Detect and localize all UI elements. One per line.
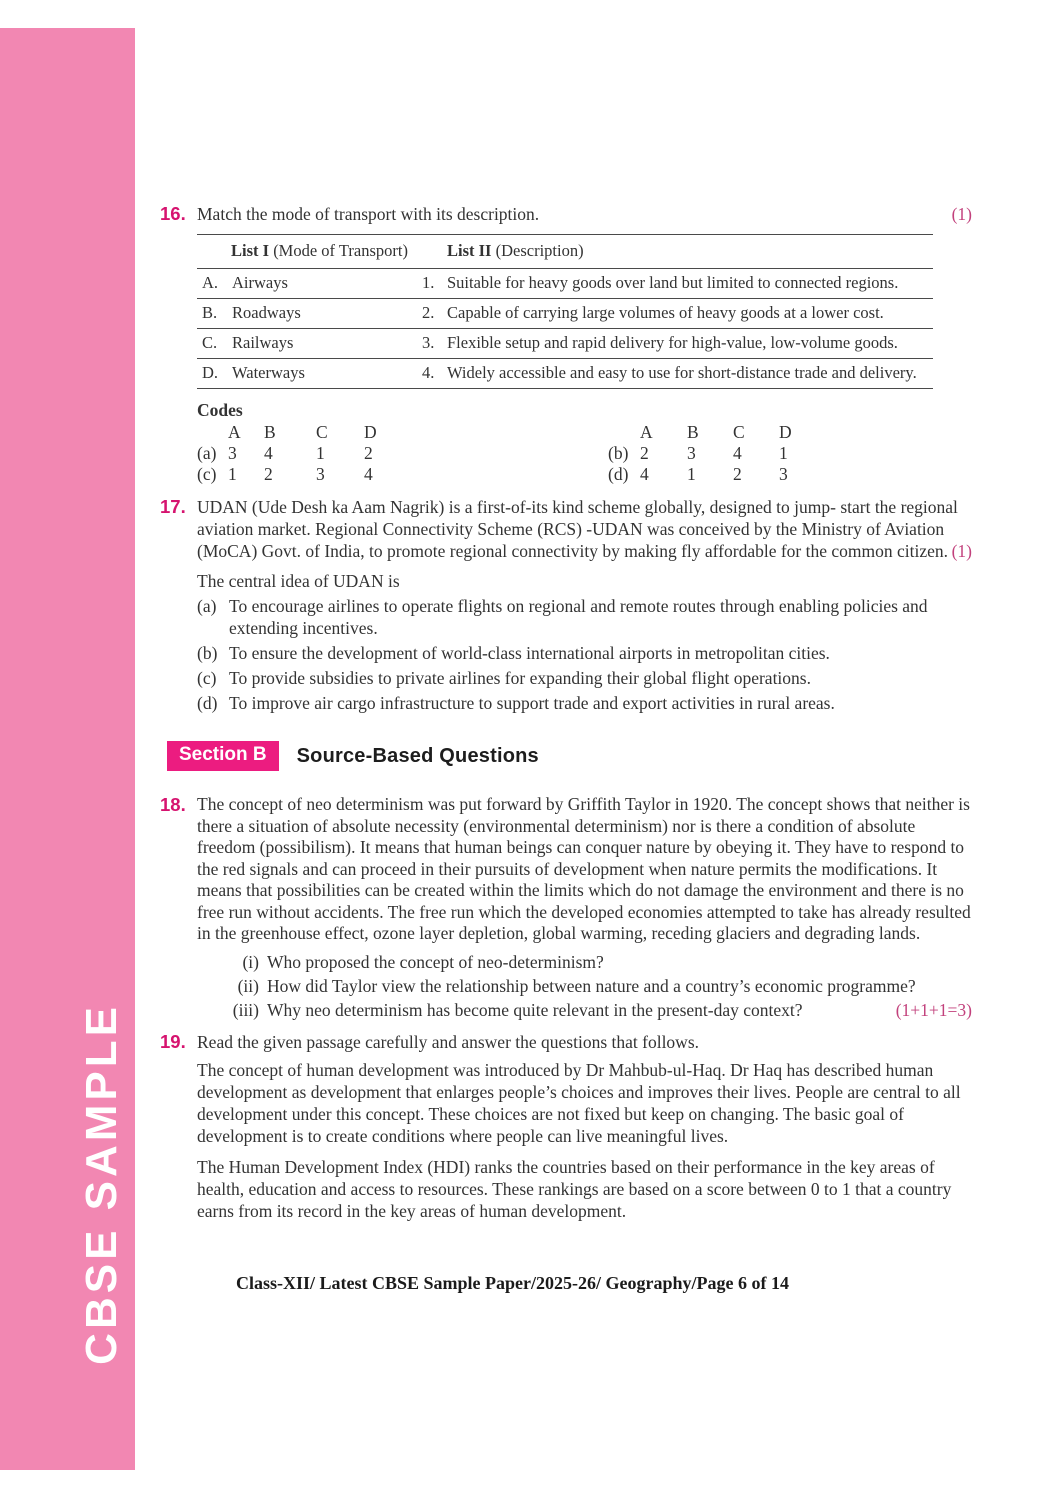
question-19-number: 19. xyxy=(160,1030,186,1052)
question-16-text: Match the mode of transport with its description. xyxy=(197,204,540,224)
list2-header: List II (Description) xyxy=(447,241,584,260)
subquestion-i: (i) Who proposed the concept of neo-determinism? xyxy=(242,951,604,972)
page-footer: Class-XII/ Latest CBSE Sample Paper/2025-26/ Geography/Page 6 of 14 xyxy=(236,1272,789,1293)
question-19 xyxy=(160,1031,972,1053)
subquestion-ii: (ii) How did Taylor view the relationship between nature and a country’s economic programme? xyxy=(237,975,916,996)
codes-table-right: A B C D (b) 2 3 4 1 (d) 4 1 2 3 xyxy=(608,422,792,484)
question-17 xyxy=(160,496,972,714)
option-d: (d) To improve air cargo infrastructure to support trade and export activities in rural areas. xyxy=(197,693,835,713)
question-18 xyxy=(160,794,972,1021)
question-17-number: 17. xyxy=(160,496,186,517)
list1-header: List I (Mode of Transport) xyxy=(231,241,408,260)
match-table-header xyxy=(197,235,933,269)
code-option: (c) xyxy=(197,464,217,484)
question-16-marks: (1) xyxy=(951,204,972,224)
pink-sidebar xyxy=(0,28,135,1470)
match-table xyxy=(197,234,933,389)
code-option: (d) xyxy=(608,464,629,484)
question-19-text: Read the given passage carefully and answer the questions that follows. xyxy=(197,1031,700,1052)
question-17-stem: The central idea of UDAN is xyxy=(197,571,400,591)
option-c: (c) To provide subsidies to private airlines for expanding their global flight operations. xyxy=(197,668,811,688)
section-b-title: Source-Based Questions xyxy=(296,745,539,767)
option-a: (a) To encourage airlines to operate flights on regional and remote routes through enabling policies and extending incentives. xyxy=(197,596,928,638)
question-18-passage: The concept of neo determinism was put forward by Griffith Taylor in 1920. The concept shows that neither is there a situation of absolute necessity (environmental determinism) nor is there a condition of absolute freedom (possibilism). It means that human beings can conquer nature by obeying it. They have to respond to the red signals and can proceed in their pursuits of development when nature permits the modifications. It means that possibilities can be created within the limits which do not damage the environment and there is no free run without accidents. The free run which the developed economies attempted to take has already resulted in the greenhouse effect, ozone layer depletion, global warming, receding glaciers and degrading lands. xyxy=(197,794,971,943)
cbse-sample-watermark: CBSE SAMPLE xyxy=(77,1003,126,1365)
table-row: D. Waterways 4. Widely accessible and easy to use for short-distance trade and delivery. xyxy=(197,359,933,389)
code-option: (a) xyxy=(197,443,217,463)
question-17-options xyxy=(197,595,972,714)
table-row: C. Railways 3. Flexible setup and rapid delivery for high-value, low-volume goods. xyxy=(197,329,933,359)
codes-block xyxy=(197,399,972,484)
question-19-passage-2: The Human Development Index (HDI) ranks the countries based on their performance in the key areas of health, education and access to resources. These rankings are based on a score between 0 to 1 that a country earns from its record in the key areas of human development. xyxy=(197,1156,952,1221)
table-row: B. Roadways 2. Capable of carrying large volumes of heavy goods at a lower cost. xyxy=(197,299,933,329)
question-18-marks: (1+1+1=3) xyxy=(895,999,972,1020)
table-row: A. Airways 1. Suitable for heavy goods over land but limited to connected regions. xyxy=(197,269,933,299)
option-b: (b) To ensure the development of world-class international airports in metropolitan cities. xyxy=(197,643,830,663)
question-18-subquestions xyxy=(197,951,972,1021)
question-18-number: 18. xyxy=(160,794,186,815)
codes-table-left: A B C D (a) 3 4 1 2 (c) 1 2 3 4 xyxy=(197,422,377,484)
page-content xyxy=(160,0,972,1294)
question-16-head xyxy=(197,203,972,225)
code-option: (b) xyxy=(608,443,629,463)
section-b-header xyxy=(167,740,972,772)
question-19-passage-1: The concept of human development was introduced by Dr Mahbub-ul-Haq. Dr Haq has described human development as development that enlarges people’s choices and improves their lives. People are central to all development under this concept. These choices are not fixed but keep on changing. The basic goal of development is to create conditions where people can live meaningful lives. xyxy=(197,1059,961,1146)
subquestion-iii: (iii) Why neo determinism has become quite relevant in the present-day context? (1+1+1=3) xyxy=(232,999,972,1020)
codes-label: Codes xyxy=(197,400,243,420)
question-17-marks: (1) xyxy=(951,541,972,561)
question-17-passage: UDAN (Ude Desh ka Aam Nagrik) is a first-of-its kind scheme globally, designed to jump- start the regional aviation market. Regional Connectivity Scheme (RCS) -UDAN was conceived by the Ministry of Aviation (MoCA) Govt. of India, to promote regional connectivity by making fly affordable for the common citizen. (1) xyxy=(197,497,972,561)
section-b-badge: Section B xyxy=(167,741,279,771)
question-16-number: 16. xyxy=(160,203,186,224)
question-16 xyxy=(160,203,972,225)
